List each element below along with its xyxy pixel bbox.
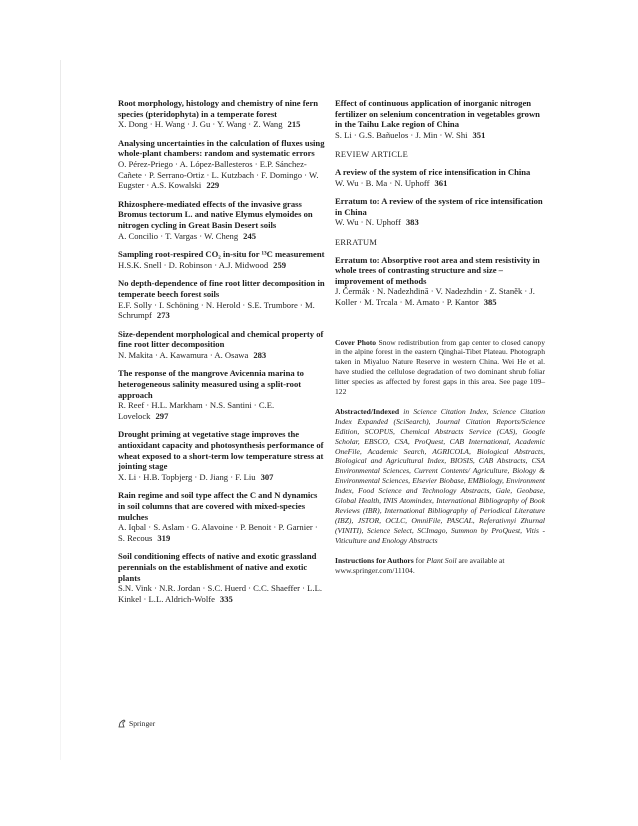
abstracted-indexed-note — [335, 407, 545, 546]
toc-entry — [335, 167, 545, 188]
article-authors — [118, 159, 326, 191]
article-authors — [118, 522, 326, 543]
article-title: Erratum to: A review of the system of rice intensification in China — [335, 196, 543, 217]
page-number: 245 — [243, 230, 257, 241]
article-title: Rhizosphere-mediated effects of the invasive grass Bromus tectorum L. and native Elymus elymoides on nitrogen cycling in Great Basin Desert soils — [118, 198, 313, 230]
abstracted-label: Abstracted/Indexed — [335, 406, 400, 416]
instructions-note — [335, 556, 545, 576]
cover-photo-label: Cover Photo — [335, 337, 377, 347]
article-title: Sampling root-respired CO₂ in-situ for ¹³C measurement — [118, 249, 325, 260]
toc-entry — [335, 255, 545, 308]
toc-entry — [118, 429, 326, 482]
article-title: The response of the mangrove Avicennia marina to heterogeneous salinity measured using a split-root approach — [118, 368, 304, 400]
toc-entry — [118, 98, 326, 130]
page-number: 335 — [219, 593, 233, 604]
author-list: N. Makita · A. Kawamura · A. Osawa — [118, 349, 249, 360]
publisher-footer — [118, 719, 155, 728]
page-number: 259 — [273, 259, 287, 270]
toc-entry — [118, 249, 326, 270]
toc-entry — [118, 278, 326, 320]
author-list: X. Dong · H. Wang · J. Gu · Y. Wang · Z. Wang — [118, 119, 283, 130]
page-number: 273 — [156, 310, 170, 321]
page-number: 307 — [260, 471, 274, 482]
article-authors — [118, 300, 326, 321]
article-title: Erratum to: Absorptive root area and stem resistivity in whole trees of contrasting structure and size – improvement of methods — [335, 254, 540, 286]
article-authors — [335, 130, 545, 141]
publisher-name: Springer — [129, 719, 156, 728]
page-number: 361 — [434, 177, 448, 188]
section-heading-erratum: ERRATUM — [335, 237, 378, 247]
article-authors — [335, 217, 545, 228]
page-edge-shadow — [60, 60, 61, 760]
article-title: Soil conditioning effects of native and exotic grassland perennials on the establishment of native and exotic plants — [118, 551, 317, 583]
toc-entry — [335, 196, 545, 228]
page-number: 283 — [253, 349, 267, 360]
author-list: H.S.K. Snell · D. Robinson · A.J. Midwood — [118, 259, 269, 270]
left-column — [118, 98, 326, 612]
article-authors — [118, 400, 326, 421]
cover-photo-note — [335, 338, 545, 397]
page-number: 351 — [472, 129, 486, 140]
toc-entry — [118, 138, 326, 191]
toc-entry — [118, 490, 326, 543]
article-authors — [118, 231, 326, 242]
springer-horse-icon — [118, 719, 126, 728]
cover-photo-text: Snow redistribution from gap center to closed canopy in the alpine forest in the eastern Qinghai-Tibet Plateau. Photograph taken in Miyaluo Nature Reserve in western China. Wei He et al. have studied the cellulose degradation of two dominant shrub foliar litter species as affected by forest gaps in this area. See page 109–122 — [335, 337, 545, 397]
author-list: O. Pérez-Priego · A. López-Ballesteros · E.P. Sánchez-Cañete · P. Serrano-Ortiz · L. Kutzbach · F. Domingo · W. Eugster · A.S. Kowalski — [118, 158, 319, 191]
instructions-label: Instructions for Authors — [335, 555, 414, 565]
author-list: W. Wu · N. Uphoff — [335, 217, 401, 228]
toc-entry — [335, 98, 545, 140]
article-title: Root morphology, histology and chemistry of nine fern species (pteridophyta) in a temperate forest — [118, 98, 319, 119]
instructions-post: are available at www.springer.com/11104. — [335, 555, 505, 575]
right-column — [335, 98, 545, 575]
page-number: 385 — [483, 296, 497, 307]
abstracted-list: in Science Citation Index, Science Citation Index Expanded (SciSearch), Journal Citation Reports/Science Edition, SCOPUS, Chemical Abstracts Service (CAS), Google Scholar, EBSCO, CSA, ProQuest, CAB International, Academic OneFile, Academic Search, AGRICOLA, Biological Abstracts, Biological and Agricultural Index, BIOSIS, CAB Abstracts, CSA Environmental Sciences, Current Contents/ Agriculture, Biology & Environmental Sciences, Elsevier Biobase, EMBiology, Environment Index, Food Science and Technology Abstracts, Gale, Geobase, Global Health, INIS Atomindex, International Bibliography of Book Reviews (IBR), International Bibliography of Periodical Literature (IBZ), JSTOR, OCLC, OmniFile, PASCAL, Referativnyi Zhurnal (VINITI), Science Select, SCImago, Summon by ProQuest, Vitis - Viticulture and Enology Abstracts — [335, 406, 545, 545]
author-list: J. Čermák · N. Nadezhdinā · V. Nadezhdin · Z. Staněk · J. Koller · M. Trcala · M. Amato · P. Kantor — [335, 286, 535, 307]
toc-entry — [118, 329, 326, 361]
article-title: Rain regime and soil type affect the C and N dynamics in soil columns that are covered with mixed-species mulches — [118, 490, 318, 522]
author-list: E.F. Solly · I. Schöning · N. Herold · S.E. Trumbore · M. Schrumpf — [118, 299, 315, 321]
article-title: Drought priming at vegetative stage improves the antioxidant capacity and photosynthesis performance of wheat exposed to a short-term low temperature stress at jointing stage — [118, 429, 324, 472]
page-number: 215 — [287, 119, 301, 130]
author-list: S. Li · G.S. Bañuelos · J. Min · W. Shi — [335, 129, 468, 140]
author-list: A. Iqbal · S. Aslam · G. Alavoine · P. Benoit · P. Garnier · S. Recous — [118, 522, 318, 543]
article-authors — [335, 178, 545, 189]
article-authors — [118, 350, 326, 361]
page-number: 297 — [155, 410, 169, 421]
author-list: W. Wu · B. Ma · N. Uphoff — [335, 177, 430, 188]
article-authors — [118, 472, 326, 483]
article-authors — [118, 119, 326, 130]
toc-entry — [118, 368, 326, 421]
author-list: A. Concilio · T. Vargas · W. Cheng — [118, 230, 239, 241]
article-authors — [118, 583, 326, 604]
author-list: R. Reef · H.L. Markham · N.S. Santini · C.E. Lovelock — [118, 400, 275, 421]
section-heading-review: REVIEW ARTICLE — [335, 150, 409, 160]
toc-entry — [118, 551, 326, 604]
author-list: X. Li · H.B. Topbjerg · D. Jiang · F. Liu — [118, 471, 256, 482]
toc-entry — [118, 199, 326, 241]
article-title: Size-dependent morphological and chemical property of fine root litter decomposition — [118, 328, 324, 350]
article-title: Effect of continuous application of inorganic nitrogen fertilizer on selenium concentration in vegetables grown in the Taihu Lake region of China — [335, 98, 540, 130]
instructions-pre: for — [415, 555, 425, 565]
journal-name: Plant Soil — [426, 555, 457, 565]
article-authors — [335, 286, 545, 307]
page-number: 229 — [206, 180, 220, 191]
page-number: 319 — [157, 532, 171, 543]
author-list: S.N. Vink · N.R. Jordan · S.C. Huerd · C.C. Shaeffer · L.L. Kinkel · L.L. Aldrich-Wolfe — [118, 583, 322, 604]
article-title: Analysing uncertainties in the calculation of fluxes using whole-plant chambers: random and systematic errors — [118, 137, 325, 159]
page-number: 383 — [405, 217, 419, 228]
article-authors — [118, 260, 326, 271]
article-title: A review of the system of rice intensification in China — [335, 166, 531, 177]
article-title: No depth-dependence of fine root litter decomposition in temperate beech forest soils — [118, 278, 325, 299]
